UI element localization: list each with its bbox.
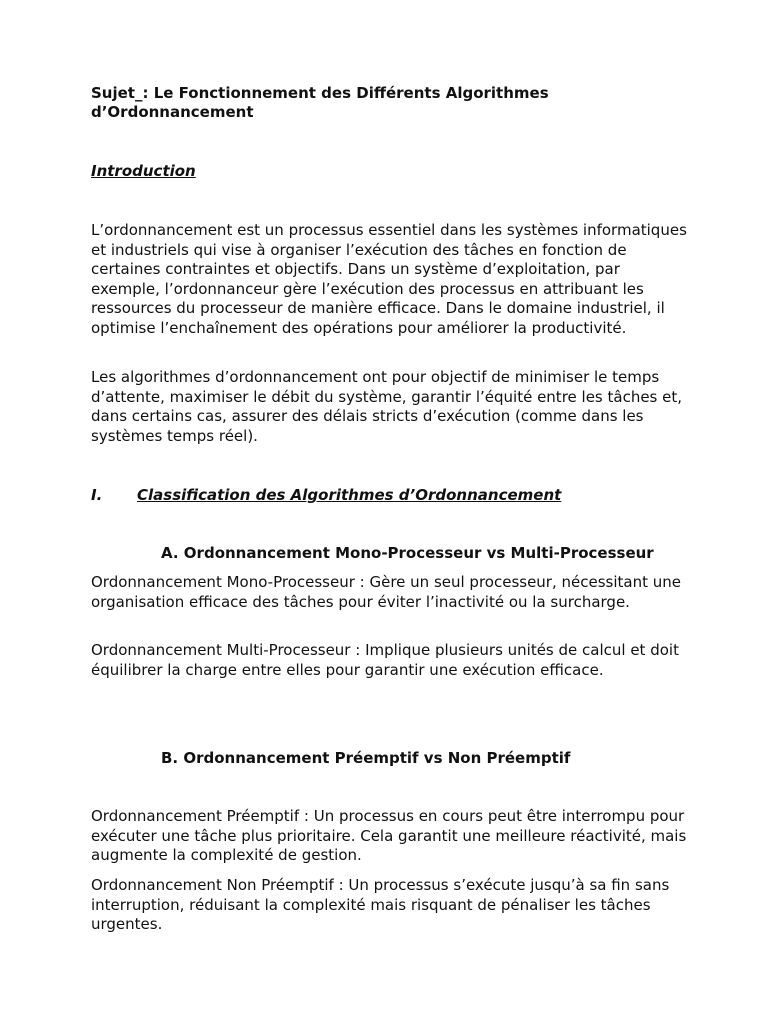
intro-paragraph-1: L’ordonnancement est un processus essentiel dans les systèmes informatiques et industriels qui vise à organiser l’exécution des tâches en fonction de certaines contraintes et objectifs. Dans un système d’exploitation, par exemple, l’ordonnanceur gère l’exécution des processus en attribuant les ressources du processeur de manière efficace. Dans le domaine industriel, il optimise l’enchaînement des opérations pour améliorer la productivité.: [91, 221, 687, 337]
subsection-a-paragraph-2: Ordonnancement Multi-Processeur : Implique plusieurs unités de calcul et doit équilibrer la charge entre elles pour garantir une exécution efficace.: [91, 641, 679, 679]
subsection-b-paragraph-1: Ordonnancement Préemptif : Un processus en cours peut être interrompu pour exécuter une tâche plus prioritaire. Cela garantit une meilleure réactivité, mais augmente la complexité de gestion.: [91, 807, 687, 864]
intro-paragraph-2: Les algorithmes d’ordonnancement ont pour objectif de minimiser le temps d’attente, maximiser le débit du système, garantir l’équité entre les tâches et, dans certains cas, assurer des délais stricts d’exécution (comme dans les systèmes temps réel).: [91, 368, 683, 445]
introduction-heading: Introduction: [91, 162, 196, 180]
document-title: Sujet_: Le Fonctionnement des Différents Algorithmes d’Ordonnancement: [91, 84, 549, 121]
section-1-title: Classification des Algorithmes d’Ordonnancement: [137, 486, 562, 504]
subsection-b-paragraph-2: Ordonnancement Non Préemptif : Un processus s’exécute jusqu’à sa fin sans interruption, réduisant la complexité mais risquant de pénaliser les tâches urgentes.: [91, 876, 670, 933]
subsection-a-paragraph-1: Ordonnancement Mono-Processeur : Gère un seul processeur, nécessitant une organisation efficace des tâches pour éviter l’inactivité ou la surcharge.: [91, 573, 681, 611]
subsection-b-title: B. Ordonnancement Préemptif vs Non Préemptif: [161, 749, 571, 767]
subsection-a-title: A. Ordonnancement Mono-Processeur vs Multi-Processeur: [161, 544, 654, 562]
section-1-heading: [91, 486, 561, 505]
section-1-number: I.: [91, 486, 103, 504]
